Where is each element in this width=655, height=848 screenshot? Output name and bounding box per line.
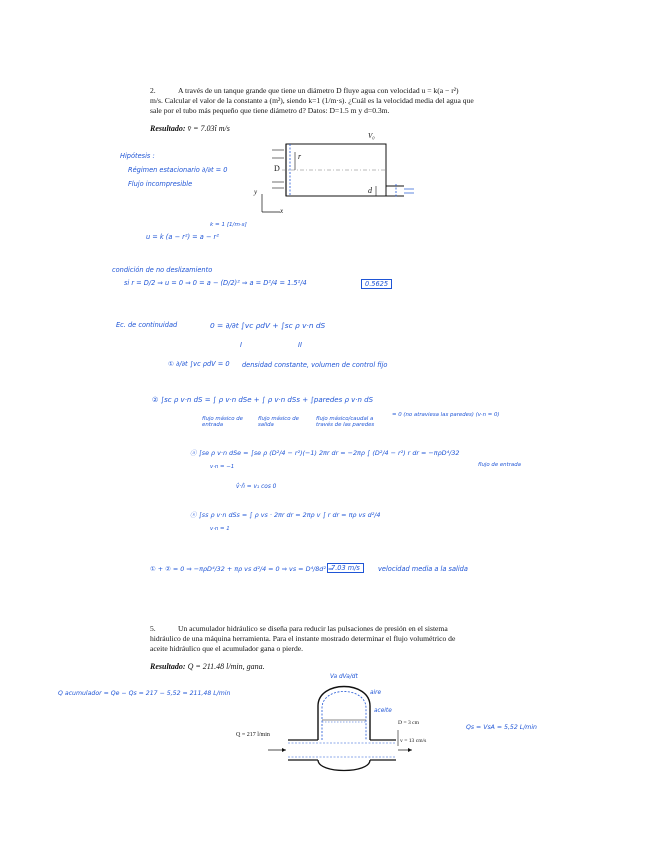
problem-5-line-3: aceite hidráulico que el acumulador gana o pierde. — [150, 644, 304, 654]
note-q-out: Qs = VsA = 5,52 L/min — [466, 724, 537, 731]
note-continuidad: Ec. de continuidad — [116, 321, 178, 329]
note-final-eq: ① + ② = 0 ⇒ −πρD⁴/32 + πρ vs d²/4 = 0 ⇒ vs = D⁴/8d² = — [150, 565, 334, 573]
diagram-label-y: y — [254, 188, 258, 196]
note-final-note: velocidad media a la salida — [378, 565, 468, 573]
note-step3a — [190, 448, 459, 457]
accumulator-q-in: Q = 217 l/min — [236, 732, 270, 738]
note-hipotesis: Hipótesis : — [120, 152, 155, 160]
note-final-value: 7.03 m/s — [327, 563, 364, 573]
problem-2-number: 2. — [150, 86, 156, 95]
note-step3a-eq: ∫se ρ v·n dSe = ∫se ρ (D²/4 − r²)(−1) 2πr dr = −2πρ ∫ (D²/4 − r²) r dr = −πρD⁴/32 — [198, 449, 460, 457]
problem-2-result-label: Resultado: — [150, 124, 186, 133]
problem-5-result — [150, 662, 265, 671]
problem-5-result-value: Q = 211.48 l/min, gana. — [187, 662, 265, 671]
note-eq-u: u = k (a − r²) = a − r² — [146, 233, 219, 241]
problem-5-result-label: Resultado: — [150, 662, 186, 671]
note-step1 — [168, 360, 230, 368]
note-step2 — [152, 396, 373, 404]
note-k: k = 1 [1/m·s] — [210, 222, 247, 228]
note-va: Va dVa/dt — [330, 674, 358, 680]
note-vxn: v̂·n̂ = v₁ cos 0 — [236, 484, 277, 490]
problem-2-line-2: m/s. Calcular el valor de la constante a (m²), siendo k=1 (1/m·s). ¿Cuál es la velocidad media del agua que — [150, 96, 474, 106]
step2-marker: ② — [152, 396, 161, 404]
note-cont-I: I — [240, 341, 242, 349]
note-step2-note: = 0 (no atraviesa las paredes) (v·n = 0) — [392, 412, 500, 418]
note-step2-lhs: ∫sc ρ v·n dS = ∫ ρ v·n dSe + ∫ ρ v·n dSs + ∫paredes ρ v·n dS — [160, 396, 374, 404]
note-step1-lhs: ∂/∂t ∫vc ρdV = 0 — [176, 360, 230, 368]
note-step2-sub2: flujo másico de salida — [258, 416, 299, 428]
note-flujo: Flujo incompresible — [128, 180, 193, 188]
note-no-slip: si r = D/2 ⇒ u = 0 ⇒ 0 = a − (D/2)² ⇒ a = D²/4 = 1.5²/4 — [124, 279, 307, 287]
problem-5-line-2: hidráulico de una máquina herramienta. Para el instante mostrado determinar el flujo volumétrico de — [150, 634, 456, 644]
step1-marker: ① — [168, 360, 177, 368]
diagram-label-r: r — [298, 152, 302, 161]
note-condicion: condición de no deslizamiento — [112, 266, 213, 274]
note-step3b-sub: v·n = 1 — [210, 526, 230, 532]
accumulator-diameter: D = 3 cm — [398, 720, 420, 726]
accumulator-dome — [318, 687, 370, 741]
note-step3a-note: flujo de entrada — [478, 462, 521, 468]
diagram-label-x: x — [280, 207, 284, 215]
note-cont-II: II — [298, 341, 302, 349]
step3a-marker: ⓐ — [190, 449, 199, 457]
problem-5-statement — [150, 624, 522, 655]
note-step3b — [190, 510, 380, 519]
problem-5-number: 5. — [150, 624, 156, 633]
note-a-value: 0.5625 — [361, 279, 392, 289]
diagram-label-d: d — [368, 186, 372, 195]
note-step1-note: densidad constante, volumen de control fijo — [242, 361, 388, 369]
note-step3b-eq: ∫ss ρ v·n dSs = ∫ ρ vs · 2πr dr = 2πρ v ∫ r dr = πρ vs d²/4 — [198, 511, 381, 519]
note-q-acc: Q acumulador = Qe − Qs = 217 − 5,52 = 211,48 L/min — [58, 690, 231, 697]
note-step3a-sub: v·n = −1 — [210, 464, 235, 470]
note-regimen: Régimen estacionario ∂/∂t = 0 — [128, 166, 228, 174]
problem-2-result-value: v̄ = 7.03î m/s — [187, 124, 230, 133]
problem-5-line-1: Un acumulador hidráulico se diseña para reducir las pulsaciones de presión en el sistema — [178, 624, 448, 633]
problem-2-line-1: A través de un tanque grande que tiene un diámetro D fluye agua con velocidad u = k(a − r²) — [178, 86, 459, 95]
accumulator-velocity: v = 13 cm/s — [400, 738, 427, 744]
note-aire: aire — [370, 690, 382, 696]
problem-2-line-3: sale por el tubo más pequeño que tiene diámetro d? Datos: D=1.5 m y d=0.3m. — [150, 106, 390, 116]
note-step2-sub1: flujo másico de entrada — [202, 416, 243, 428]
problem-2-statement — [150, 86, 520, 117]
note-aceite: aceite — [374, 708, 392, 714]
step3b-marker: ⓢ — [190, 511, 199, 519]
diagram-label-v0: V₀ — [368, 132, 375, 140]
problem-2-result — [150, 124, 230, 133]
note-step2-sub3: flujo másico/caudal a través de las paredes — [316, 416, 375, 428]
note-cont-eq: 0 = ∂/∂t ∫vc ρdV + ∫sc ρ v·n dS — [210, 321, 326, 330]
diagram-label-D: D — [274, 164, 280, 173]
